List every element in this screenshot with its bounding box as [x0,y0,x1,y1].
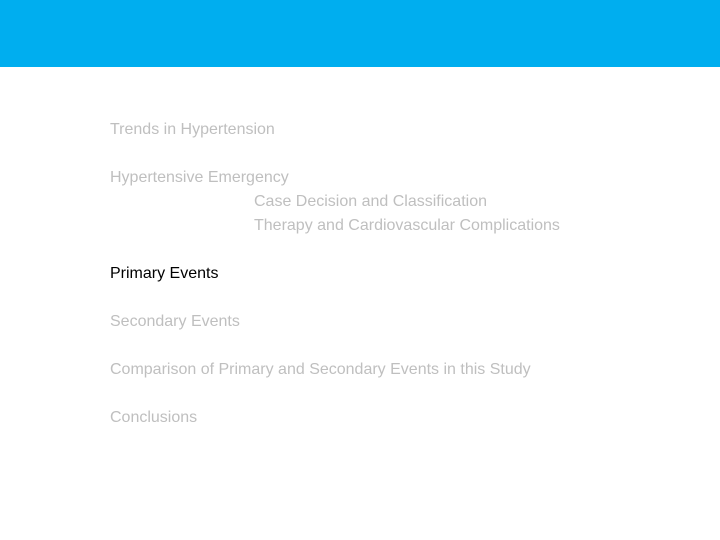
agenda-item [110,166,560,238]
agenda-list [110,118,560,430]
agenda-item-label: Comparison of Primary and Secondary Events in this Study [110,361,531,378]
agenda-subitem-label: Therapy and Cardiovascular Complications [254,217,560,234]
agenda-item-label: Trends in Hypertension [110,121,275,138]
agenda-item [110,262,560,286]
agenda-item-label: Conclusions [110,409,198,426]
header-bar [0,0,720,67]
agenda-item [110,310,560,334]
agenda-subitem-label: Case Decision and Classification [254,193,487,210]
agenda-item [110,358,560,382]
agenda-item-label: Primary Events [110,265,219,282]
agenda-item [110,118,560,142]
agenda-item-label: Hypertensive Emergency [110,169,289,186]
agenda-item [110,406,560,430]
agenda-item-label: Secondary Events [110,313,240,330]
